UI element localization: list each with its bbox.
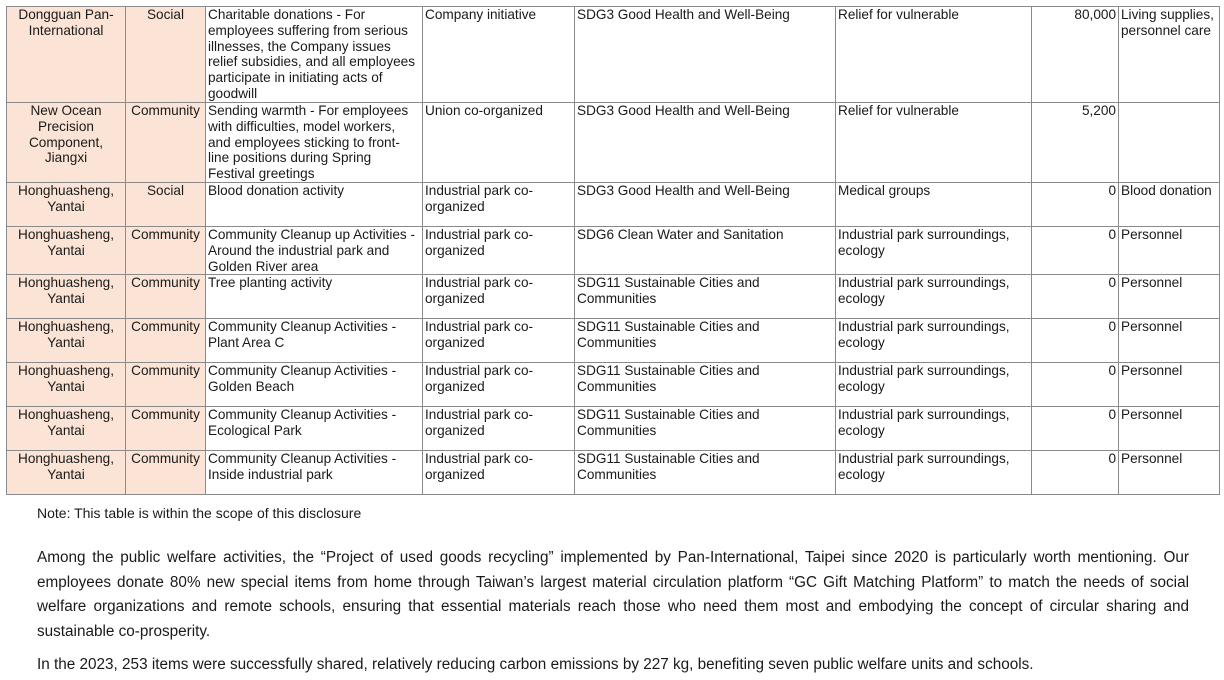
organizer-type-cell: Industrial park co-organized [423,275,575,319]
resource-cell: Living supplies, personnel care [1119,7,1220,103]
sdg-cell: SDG11 Sustainable Cities and Communities [575,407,836,451]
sdg-cell: SDG11 Sustainable Cities and Communities [575,275,836,319]
table-row [7,227,1220,275]
target-group-cell: Relief for vulnerable [836,103,1032,183]
table-row [7,319,1220,363]
resource-cell: Personnel [1119,227,1220,275]
resource-cell: Blood donation [1119,183,1220,227]
organizer-type-cell: Union co-organized [423,103,575,183]
org-cell: Honghuasheng, Yantai [7,275,126,319]
amount-cell: 0 [1032,407,1119,451]
amount-cell: 0 [1032,275,1119,319]
org-cell: Honghuasheng, Yantai [7,227,126,275]
amount-cell: 80,000 [1032,7,1119,103]
resource-cell: Personnel [1119,451,1220,495]
amount-cell: 0 [1032,227,1119,275]
amount-cell: 0 [1032,363,1119,407]
organizer-type-cell: Company initiative [423,7,575,103]
resource-cell [1119,103,1220,183]
table-row [7,183,1220,227]
activity-cell: Community Cleanup up Activities - Around the industrial park and Golden River area [206,227,423,275]
organizer-type-cell: Industrial park co-organized [423,407,575,451]
sdg-cell: SDG11 Sustainable Cities and Communities [575,319,836,363]
sdg-cell: SDG3 Good Health and Well-Being [575,7,836,103]
organizer-type-cell: Industrial park co-organized [423,319,575,363]
category-cell: Community [126,103,206,183]
resource-cell: Personnel [1119,319,1220,363]
organizer-type-cell: Industrial park co-organized [423,227,575,275]
resource-cell: Personnel [1119,275,1220,319]
table-row [7,103,1220,183]
resource-cell: Personnel [1119,363,1220,407]
sdg-cell: SDG11 Sustainable Cities and Communities [575,451,836,495]
category-cell: Community [126,363,206,407]
activity-cell: Sending warmth - For employees with difficulties, model workers, and employees sticking to front-line positions during Spring Festival greetings [206,103,423,183]
category-cell: Community [126,451,206,495]
table-row [7,363,1220,407]
target-group-cell: Industrial park surroundings, ecology [836,227,1032,275]
table-row [7,407,1220,451]
activity-cell: Charitable donations - For employees suffering from serious illnesses, the Company issues relief subsidies, and all employees participate in initiating acts of goodwill [206,7,423,103]
table-row [7,275,1220,319]
category-cell: Social [126,183,206,227]
org-cell: Honghuasheng, Yantai [7,183,126,227]
activity-cell: Community Cleanup Activities - Ecological Park [206,407,423,451]
category-cell: Community [126,407,206,451]
category-cell: Social [126,7,206,103]
organizer-type-cell: Industrial park co-organized [423,183,575,227]
category-cell: Community [126,275,206,319]
table-note: Note: This table is within the scope of this disclosure [37,505,362,521]
org-cell: New Ocean Precision Component, Jiangxi [7,103,126,183]
activity-cell: Community Cleanup Activities - Golden Beach [206,363,423,407]
amount-cell: 5,200 [1032,103,1119,183]
table-body [7,7,1220,495]
activity-cell: Community Cleanup Activities - Plant Area C [206,319,423,363]
table-row [7,451,1220,495]
category-cell: Community [126,227,206,275]
sdg-cell: SDG3 Good Health and Well-Being [575,183,836,227]
sdg-cell: SDG3 Good Health and Well-Being [575,103,836,183]
org-cell: Honghuasheng, Yantai [7,407,126,451]
organizer-type-cell: Industrial park co-organized [423,451,575,495]
category-cell: Community [126,319,206,363]
sdg-cell: SDG11 Sustainable Cities and Communities [575,363,836,407]
target-group-cell: Industrial park surroundings, ecology [836,451,1032,495]
target-group-cell: Industrial park surroundings, ecology [836,363,1032,407]
org-cell: Dongguan Pan-International [7,7,126,103]
target-group-cell: Industrial park surroundings, ecology [836,407,1032,451]
target-group-cell: Medical groups [836,183,1032,227]
activity-cell: Blood donation activity [206,183,423,227]
org-cell: Honghuasheng, Yantai [7,451,126,495]
target-group-cell: Relief for vulnerable [836,7,1032,103]
activity-cell: Community Cleanup Activities - Inside industrial park [206,451,423,495]
organizer-type-cell: Industrial park co-organized [423,363,575,407]
amount-cell: 0 [1032,451,1119,495]
table-row [7,7,1220,103]
resource-cell: Personnel [1119,407,1220,451]
welfare-activities-table [6,6,1220,495]
target-group-cell: Industrial park surroundings, ecology [836,275,1032,319]
target-group-cell: Industrial park surroundings, ecology [836,319,1032,363]
org-cell: Honghuasheng, Yantai [7,363,126,407]
amount-cell: 0 [1032,319,1119,363]
body-paragraph-2023-results: In the 2023, 253 items were successfully shared, relatively reducing carbon emissions by 227 kg, benefiting seven public welfare units and schools. [37,656,1034,673]
amount-cell: 0 [1032,183,1119,227]
body-paragraph-recycling-project: Among the public welfare activities, the “Project of used goods recycling” implemented by Pan-International, Taipei since 2020 is particularly worth mentioning. Our employees donate 80% new special items from home through Taiwan’s largest material circulation platform “GC Gift Matching Platform” to match the needs of social welfare organizations and remote schools, ensuring that essential materials reach those who need them most and embodying the concept of circular sharing and sustainable co-prosperity. [37,549,1189,640]
org-cell: Honghuasheng, Yantai [7,319,126,363]
sdg-cell: SDG6 Clean Water and Sanitation [575,227,836,275]
activity-cell: Tree planting activity [206,275,423,319]
